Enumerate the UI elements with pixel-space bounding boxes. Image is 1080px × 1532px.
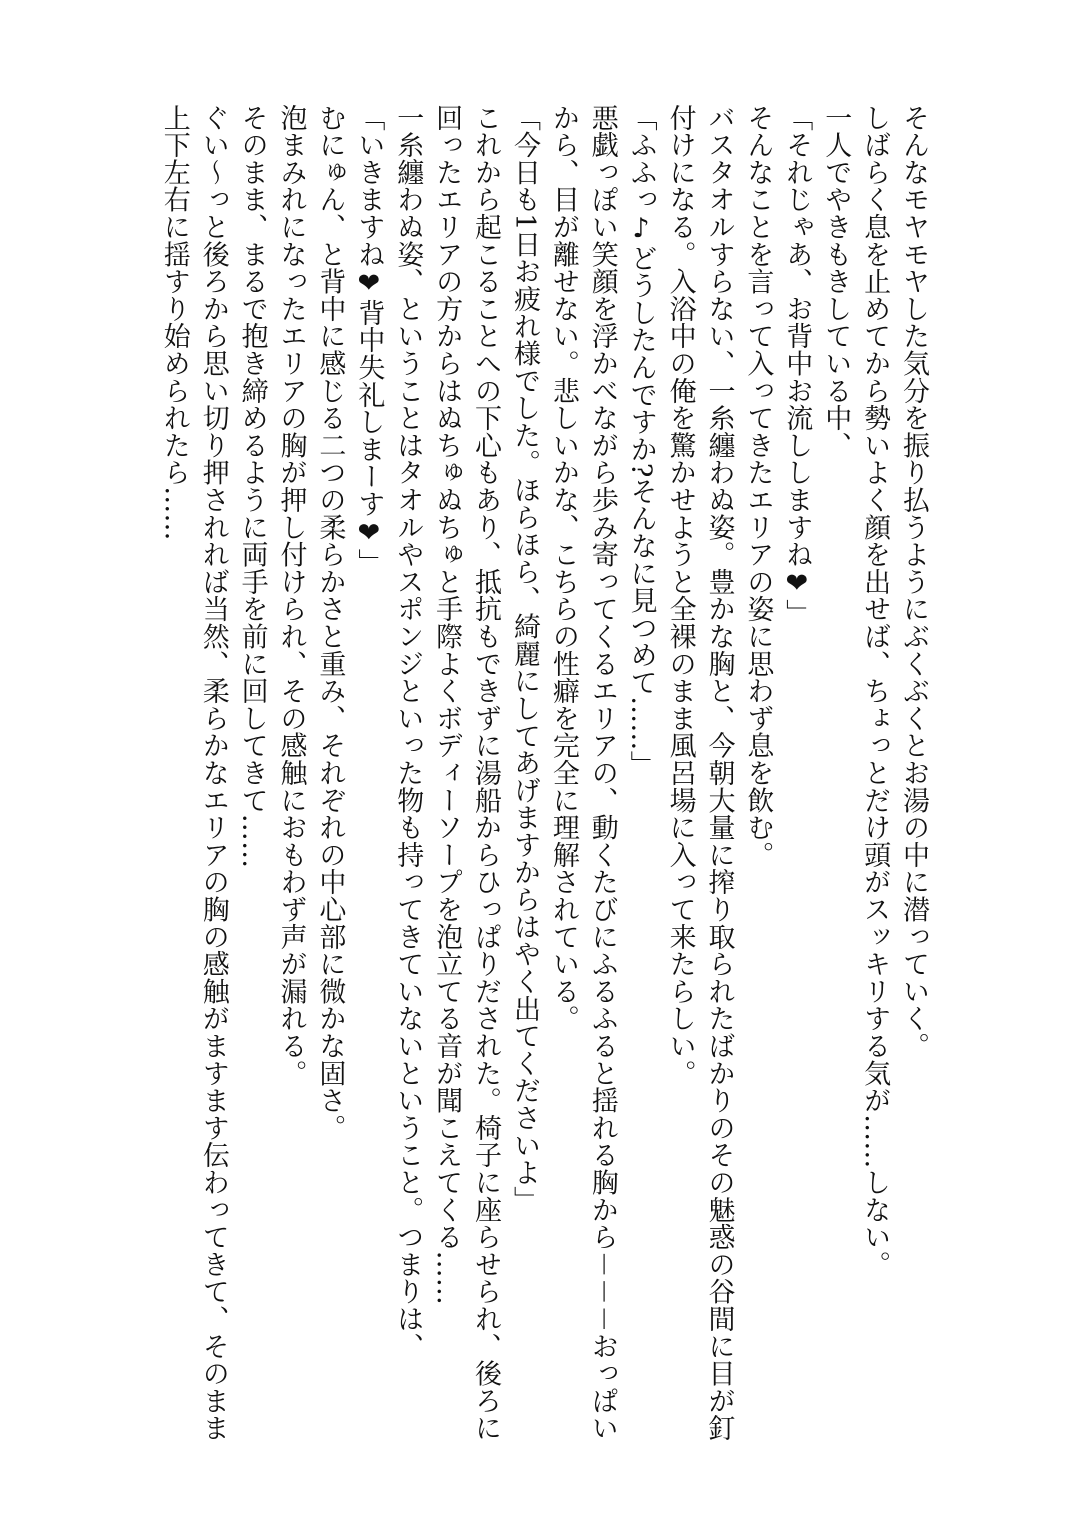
dialogue-line-4: 「それじゃあ、お背中お流ししますね❤」 [781, 104, 813, 627]
text-line-8: 悪戯っぽい笑顔を浮かべながら歩み寄ってくるエリアの、動くたびにふるふると揺れる胸から－－－おっぱいから、目が離せない。悲しいかな、こちらの性癖を完全に理解されている。 [547, 104, 618, 1442]
text-line-15: そのまま、まるで抱き締めるように両手を前に回してきて…… [236, 104, 268, 869]
text-line-16: ぐい～っと後ろから思い切り押されれば当然、柔らかなエリアの胸の感触がますます伝わってきて、そのまま上下左右に揺すり始められたら…… [158, 104, 229, 1442]
dialogue-line-12: 「いきますね❤背中失礼しまーす❤」 [353, 104, 385, 577]
text-line-2: しばらく息を止めてから勢いよく顔を出せば、ちょっとだけ頭がスッキリする気が……しない。 [859, 104, 891, 1278]
text-line-14: 泡まみれになったエリアの胸が押し付けられ、その感触におもわず声が漏れる。 [275, 104, 307, 1087]
text-line-3: 一人でやきもきしている中、 [820, 104, 852, 459]
vertical-text-body [154, 104, 932, 1449]
text-line-5: そんなことを言って入ってきたエリアの姿に思わず息を飲む。 [742, 104, 774, 869]
text-line-1: そんなモヤモヤした気分を振り払うようにぶくぶくとお湯の中に潜っていく。 [898, 104, 929, 1060]
dialogue-line-7: 「ふふっ♪どうしたんですか?そんなに見つめて……」 [625, 104, 657, 778]
dialogue-line-9: 「今日も1日お疲れ様でした。ほらほら、綺麗にしてあげますからはやく出てくださいよ」 [508, 104, 540, 1214]
text-line-13: むにゅん、と背中に感じる二つの柔らかさと重み、それぞれの中心部に微かな固さ。 [314, 104, 346, 1142]
text-line-11: 一糸纏わぬ姿、ということはタオルやスポンジといった物も持ってきていないということ。つまりは、 [392, 104, 424, 1360]
text-line-6: バスタオルすらない、一糸纏わぬ姿。豊かな胸と、今朝大量に搾り取られたばかりのその魅惑の谷間に目が釘付けになる。入浴中の俺を驚かせようと全裸のまま風呂場に入って来たらしい。 [664, 104, 735, 1442]
text-line-10: これから起こることへの下心もあり、抵抗もできずに湯船からひっぱりだされた。椅子に座らせられ、後ろに回ったエリアの方からはぬちゅぬちゅと手際よくボディーソープを泡立てる音が聞こえてくる…… [431, 104, 502, 1442]
